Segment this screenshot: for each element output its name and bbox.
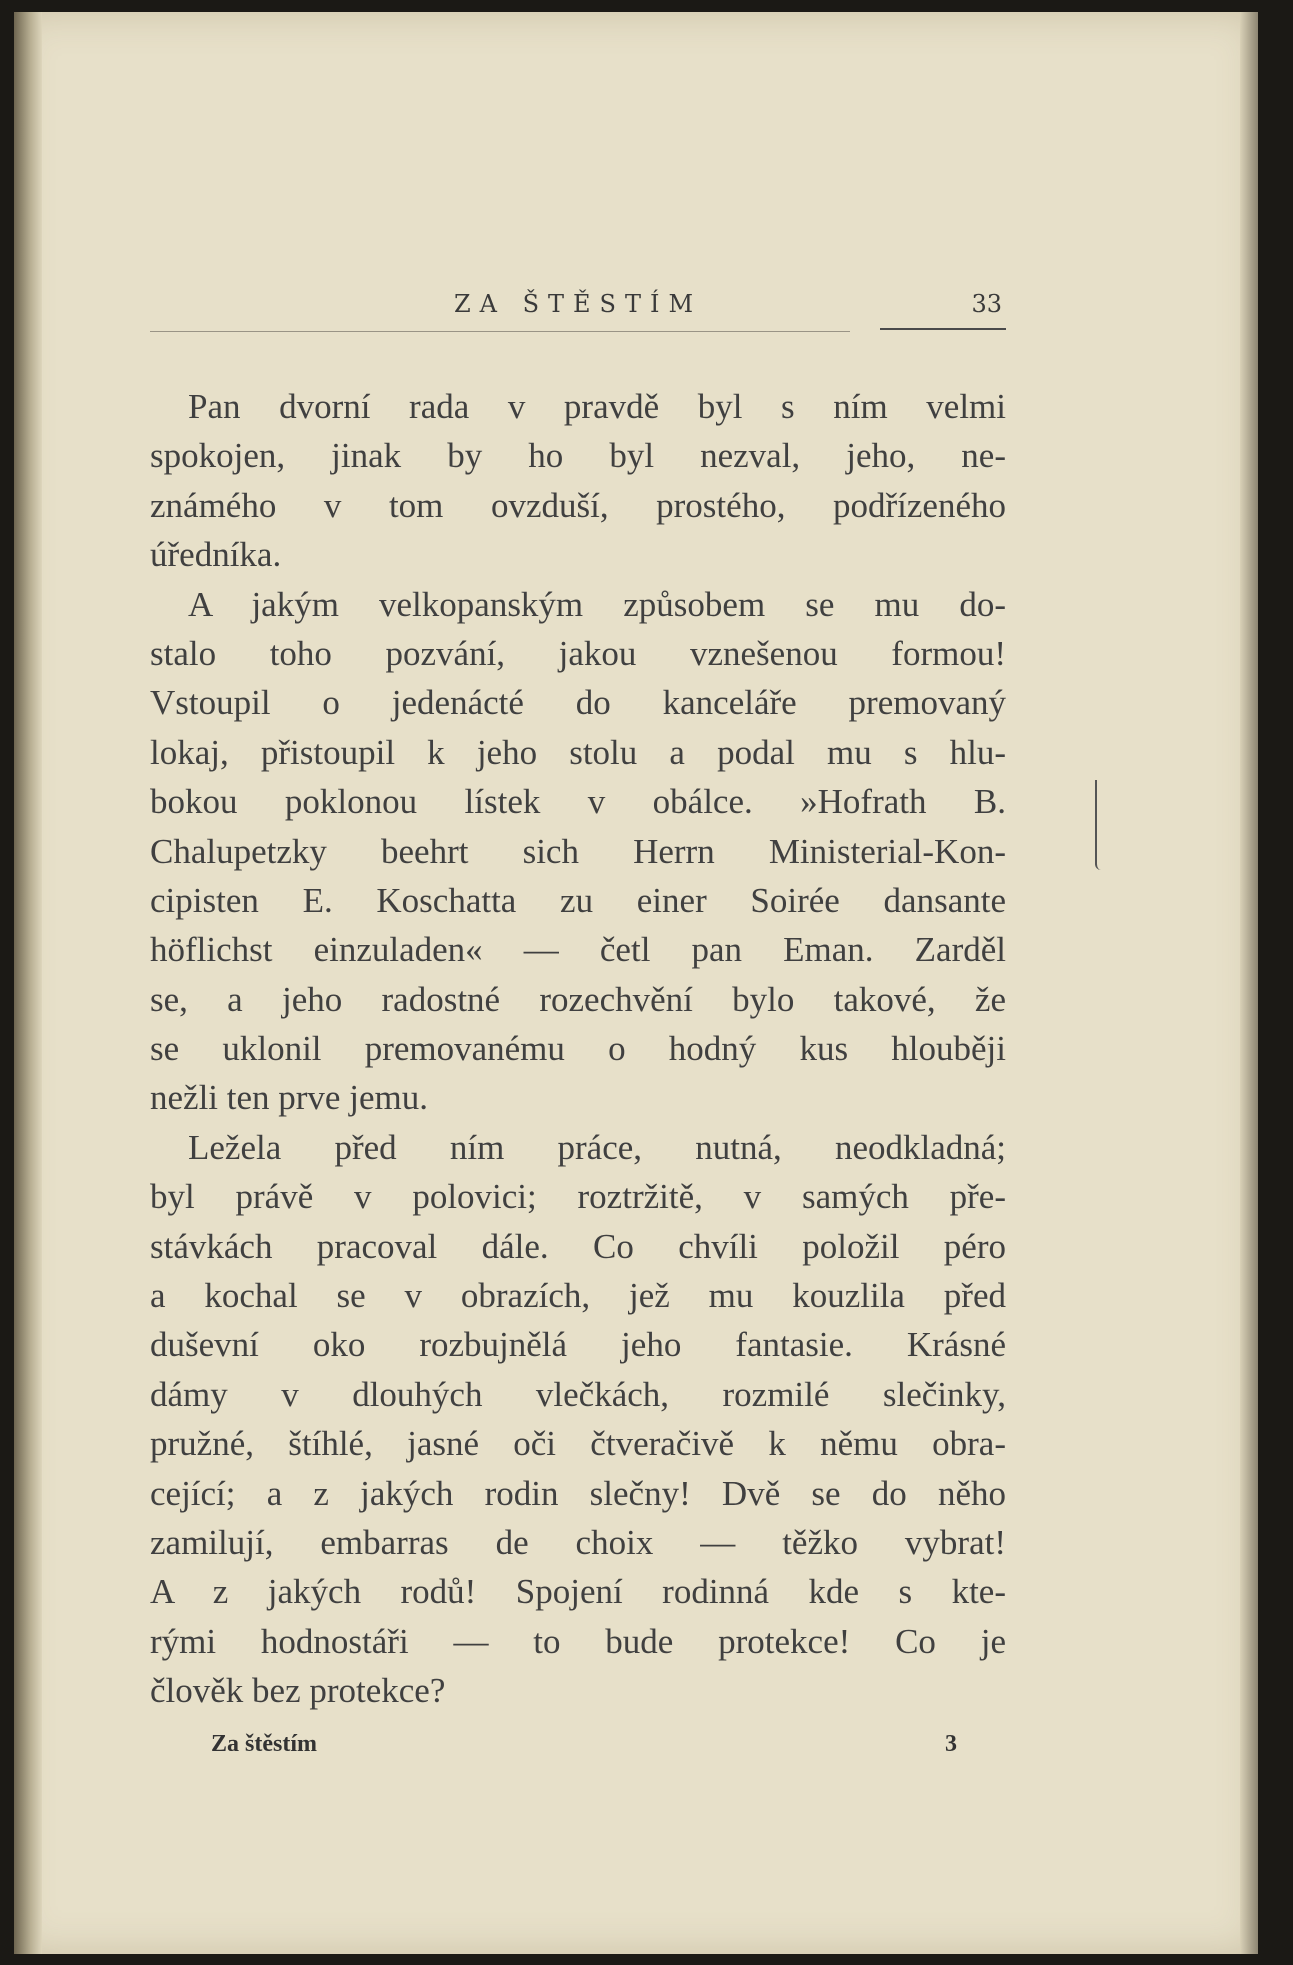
text-line: cející; a z jakých rodin slečny! Dvě se do něho: [150, 1473, 1006, 1513]
book-spine-shadow: [14, 12, 42, 1954]
text-line: A jakým velkopanským způsobem se mu do-: [188, 584, 1006, 624]
signature-number: 3: [945, 1731, 957, 1757]
text-line: bokou poklonou lístek v obálce. »Hofrath B.: [150, 782, 1006, 822]
text-line: lokaj, přistoupil k jeho stolu a podal mu s hlu-: [150, 732, 1006, 772]
text-line: nežli ten prve jemu.: [150, 1078, 428, 1118]
text-line: stávkách pracoval dále. Co chvíli položil péro: [150, 1226, 1006, 1266]
text-line: byl právě v polovici; roztržitě, v samých pře-: [150, 1177, 1006, 1217]
text-line: spokojen, jinak by ho byl nezval, jeho, ne-: [150, 436, 1006, 476]
text-line: zamilují, embarras de choix — těžko vybrat!: [150, 1522, 1006, 1562]
text-line: Vstoupil o jedenácté do kanceláře premovaný: [150, 683, 1006, 723]
text-line: rými hodnostáři — to bude protekce! Co je: [150, 1621, 1006, 1661]
text-line: duševní oko rozbujnělá jeho fantasie. Krásné: [150, 1325, 1006, 1365]
header-rule: [150, 331, 850, 332]
text-line: stalo toho pozvání, jakou vznešenou formou!: [150, 633, 1006, 673]
text-line: známého v tom ovzduší, prostého, podřízeného: [150, 485, 1006, 525]
page-number: 33: [971, 290, 1002, 318]
page-number-rule: [880, 328, 1006, 330]
text-line: se uklonil premovanému o hodný kus hlouběji: [150, 1029, 1006, 1069]
text-line: Ležela před ním práce, nutná, neodkladná;: [188, 1127, 1006, 1167]
text-line: se, a jeho radostné rozechvění bylo takové, že: [150, 979, 1006, 1019]
text-line: úředníka.: [150, 535, 282, 575]
text-line: a kochal se v obrazích, jež mu kouzlila před: [150, 1276, 1006, 1316]
body-text: [150, 382, 1006, 1716]
page-edge: [1240, 12, 1258, 1954]
text-line: dámy v dlouhých vlečkách, rozmilé slečinky,: [150, 1374, 1006, 1414]
text-line: Pan dvorní rada v pravdě byl s ním velmi: [188, 387, 1006, 426]
running-header: [150, 290, 1006, 330]
running-title: ZA ŠTĚSTÍM: [453, 290, 703, 318]
signature-title: Za štěstím: [211, 1731, 317, 1757]
text-line: člověk bez protekce?: [150, 1671, 446, 1711]
text-line: höflichst einzuladen« — četl pan Eman. Zarděl: [150, 930, 1006, 970]
text-line: pružné, štíhlé, jasné oči čtveračivě k němu obra-: [150, 1424, 1006, 1464]
text-line: A z jakých rodů! Spojení rodinná kde s kte-: [150, 1572, 1006, 1612]
text-line: Chalupetzky beehrt sich Herrn Ministerial-Kon-: [150, 831, 1006, 871]
margin-pencil-mark: [1095, 780, 1103, 870]
text-line: cipisten E. Koschatta zu einer Soirée dansante: [150, 880, 1006, 920]
